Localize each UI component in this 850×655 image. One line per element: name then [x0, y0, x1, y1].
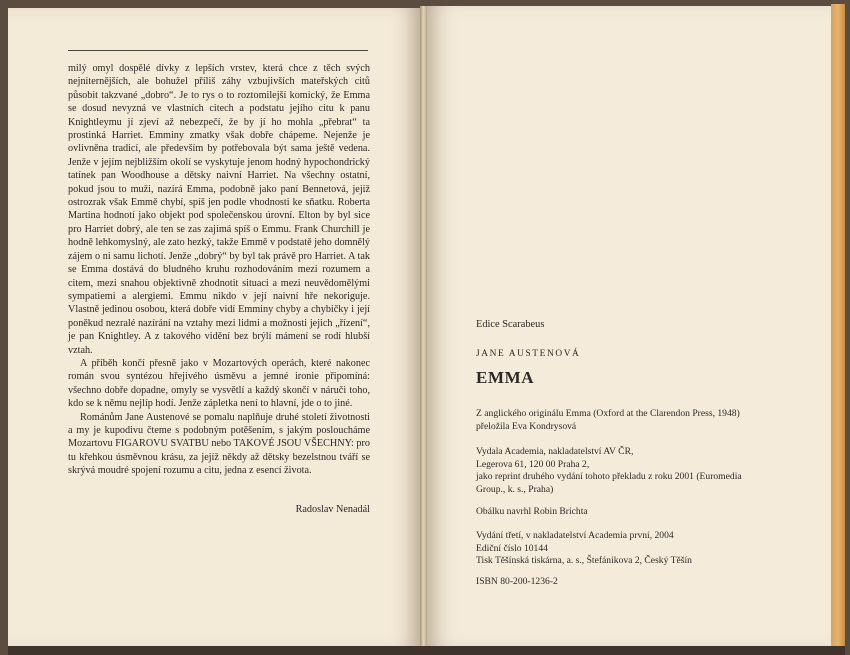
- translation-note: [476, 408, 796, 433]
- publisher-line: Vydala Academia, nakladatelství AV ČR,: [476, 446, 634, 457]
- publisher-line: jako reprint druhého vydání tohoto překladu z roku 2001 (Euromedia: [476, 471, 742, 483]
- essay-paragraph: milý omyl dospělé dívky z lepších vrstev, která chce z těch svých nejniternějších, ale bohužel příliš záhy vzbujivších mateřských citů působit takzvané „dobro“. Je to rys o to roztomilejší komický, že Emma se dosud nevyzná ve vlastních citech a podstatu jejího citu k panu Knightleymu jí zjeví až nebezpečí, že by jí ho mohla „přebrat“ ta prostinká Harriet. Emminy zmatky však dobře chápeme. Nejenže je ovlivněna tradicí, ale především by potřebovala být sama ještě vedena. Jenže v jejím nejbližším okolí se vyskytuje jenom hodný hypochondrický tatínek pan Woodhouse a dětsky naivní Harriet. Na všechny ostatní, pokud jsou to muži, nazírá Emma, podobně jako paní Bennetová, jejíž ostrozrak však Emmě chybí, spíš jen podle vhodnosti ke sňatku. Roberta Martina hodnotí jako objekt pod společenskou úrovní. Elton by byl sice pro Harriet dobrý, ale ten se zas zajímá spíš o Emmu. Frank Churchill je hodně lehkomyslný, ale zato hezký, takže Emmě v podstatě jeho domnělý zájem o ni samu lichotí. Jenže „dobrý“ by byl tak právě pro Harriet. A tak se Emma dostává do bludného kruhu rozhodováním mezi rozumem a citem, mezi snahou objektivně zhodnotit situaci a mezi neuvědomělými sympatiemi a alergiemi. Emmu nikdo v její naivní hře nekoriguje. Vlastně jedinou osobou, která dobře vidí Emminy chyby a chybičky i její poněkud nezralé nazírání na vztahy mezi lidmi a možnosti jejich „řízení“, je pan Knightley. A z takového vidění bez brýlí mámení se rodí hlubší vztah.: [68, 63, 370, 356]
- print-line: Vydání třetí, v nakladatelství Academia první, 2004: [476, 530, 674, 541]
- publisher-info: [476, 446, 796, 496]
- book-author: JANE AUSTENOVÁ: [476, 349, 581, 359]
- translation-line: přeložila Eva Kondrysová: [476, 420, 577, 432]
- book-title: EMMA: [476, 368, 535, 387]
- bottom-edge: [8, 646, 845, 655]
- print-line: Ediční číslo 10144: [476, 542, 548, 554]
- edition-name: Edice Scarabeus: [476, 319, 545, 330]
- cover-edge: [831, 4, 845, 652]
- afterword-text: [68, 62, 370, 478]
- translation-line: Z anglického originálu Emma (Oxford at the Clarendon Press, 1948): [476, 408, 740, 419]
- print-info: [476, 530, 796, 568]
- author-signature: Radoslav Nenadál: [295, 504, 370, 515]
- cover-credit: Obálku navrhl Robin Brichta: [476, 506, 588, 517]
- book-gutter: [420, 6, 427, 652]
- top-rule: [68, 50, 368, 51]
- publisher-line: Group., k. s., Praha): [476, 483, 554, 495]
- publisher-line: Legerova 61, 120 00 Praha 2,: [476, 458, 590, 470]
- essay-paragraph: A příběh končí přesně jako v Mozartových operách, které nakonec román svou syntézou hřejivého úsměvu a jemné ironie připomíná: všechno dobře dopadne, omyly se vysvětlí a každý skončí v náruči toho, kdo se k němu nejlíp hodí. Jenže zápletka není to hlavní, jde o to jiné.: [68, 357, 370, 410]
- isbn: ISBN 80-200-1236-2: [476, 576, 558, 587]
- essay-paragraph: Románům Jane Austenové se pomalu naplňuje druhé století životnosti a my je kupodivu čteme s podobným potěšením, s jakým posloucháme Mozartovu FIGAROVU SVATBU nebo TAKOVÉ JSOU VŠECHNY: pro tu křehkou úsměvnou krásu, za jejíž někdy až dětsky bezelstnou tváří se skrývá moudré spojení rozumu a citu, jedna z esencí života.: [68, 411, 370, 477]
- print-line: Tisk Těšínská tiskárna, a. s., Štefánikova 2, Český Těšín: [476, 555, 692, 567]
